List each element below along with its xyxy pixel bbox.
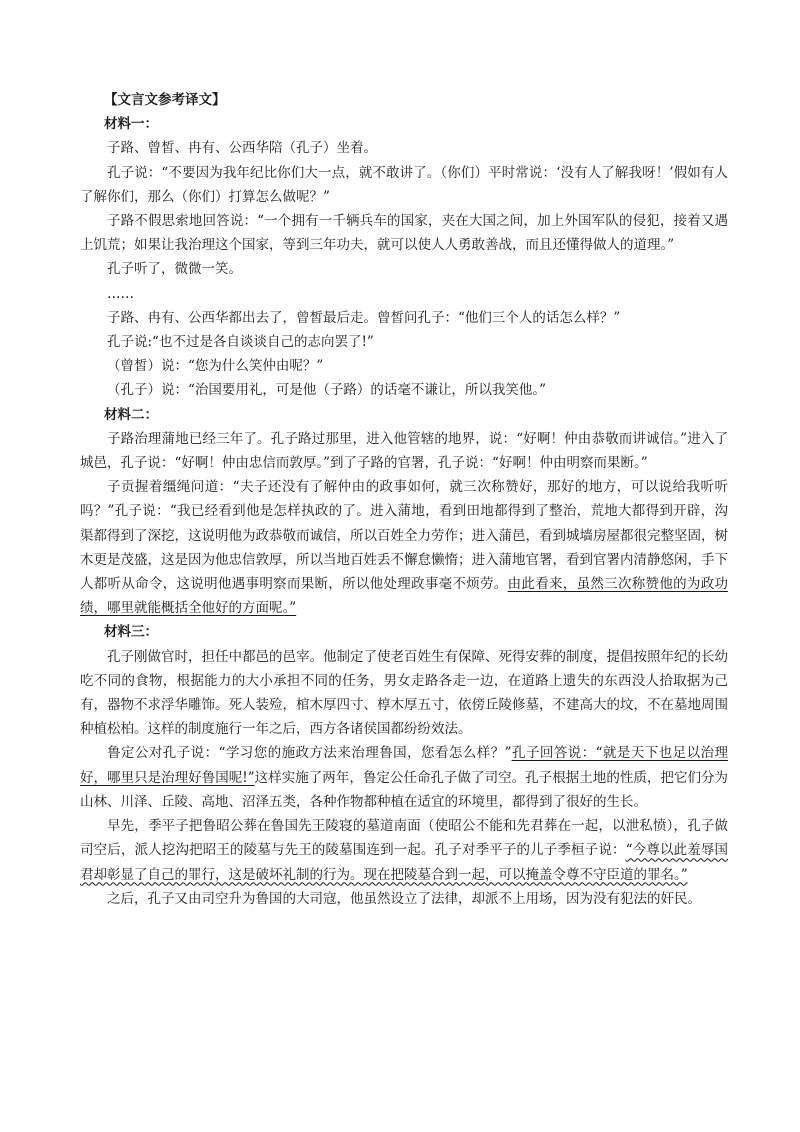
wavy-underlined-sentence: “今尊以此羞辱国君却彰显了自己的罪行，这是破坏礼制的行为。现在把陵墓合到一起，可以掩盖令尊不守臣道的罪名。”	[80, 842, 729, 883]
document-body	[80, 88, 728, 911]
document-title: 【文言文参考译文】	[104, 92, 226, 108]
paragraph: 子路、冉有、公西华都出去了，曾皙最后走。曾皙问孔子：“他们三个人的话怎么样？”	[107, 309, 621, 326]
paragraph: 子路、曾皙、冉有、公西华陪（孔子）坐着。	[107, 140, 377, 157]
paragraph: 子路治理蒲地已经三年了。孔子路过那里，进入他管辖的地界，说：“好啊！仲由恭敬而讲诚信。”进入了城邑，孔子说：“好啊！仲由忠信而敦厚。”到了子路的官署，孔子说：“好啊！仲由明察而果断。”	[80, 430, 728, 472]
section-heading-material-2: 材料二：	[104, 406, 158, 423]
paragraph-text: 早先，季平子把鲁昭公葬在鲁国先王陵寝的墓道南面（使昭公不能和先君葬在一起，以泄私愤），孔子做司空后，派人挖沟把昭王的陵墓与先王的陵墓围连到一起。孔子对季平子的儿子季桓子说：	[80, 818, 728, 859]
paragraph-text: 子贡握着缰绳问道：“夫子还没有了解仲由的政事如何，就三次称赞好，那好的地方，可以说给我听听吗？”孔子说：“我已经看到他是怎样执政的了。进入蒲地，看到田地都得到了整治，荒地大都得到开辟，沟渠都得到了深挖，这说明他为政恭敬而诚信，所以百姓全力劳作；进入蒲邑，看到城墙房屋都很完整坚固，树木更是茂盛，这是因为他忠信敦厚，所以当地百姓丢不懈怠懒惰；进入蒲地官署，看到官署内清静悠闲，手下人都听从命令，这说明他遇事明察而果断，所以他处理政事毫不烦劳。	[80, 479, 728, 593]
paragraph	[80, 475, 728, 620]
section-heading-material-1: 材料一：	[104, 116, 158, 133]
paragraph: （孔子）说：“治国要用礼，可是他（子路）的话毫不谦让，所以我笑他。”	[107, 382, 547, 399]
paragraph	[80, 741, 728, 814]
paragraph: 孔子说:“也不过是各自谈谈自己的志向罢了!”	[107, 334, 374, 351]
paragraph-text: 鲁定公对孔子说：“学习您的施政方法来治理鲁国，您看怎么样？”	[107, 745, 512, 762]
underlined-sentence: 由此看来，虽然三次称赞他的为政功绩，哪里就能概括全他好的方面呢。”	[80, 576, 729, 617]
paragraph: （曾皙）说：“您为什么笑仲由呢？”	[107, 358, 324, 375]
paragraph-text: 这样实施了两年，鲁定公任命孔子做了司空。孔子根据土地的性质，把它们分为山林、川泽、丘陵、高地、沼泽五类，各种作物都种植在适宜的环境里，都得到了很好的生长。	[80, 769, 729, 810]
underlined-sentence: 孔子回答说：“就是天下也足以治理好，哪里只是治理好鲁国呢!”	[80, 745, 728, 786]
paragraph: 子路不假思索地回答说：“一个拥有一千辆兵车的国家，夹在大国之间，加上外国军队的侵犯，接着又遇上饥荒；如果让我治理这个国家，等到三年功夫，就可以使人人勇敢善战，而且还懂得做人的道理。”	[80, 213, 728, 254]
paragraph: 孔子听了，微微一笑。	[107, 261, 242, 278]
paragraph	[80, 814, 728, 887]
ellipsis-line: ……	[107, 285, 134, 302]
paragraph: 之后，孔子又由司空升为鲁国的大司寇，他虽然设立了法律，却派不上用场，因为没有犯法的奸民。	[107, 890, 701, 907]
section-heading-material-3: 材料三：	[104, 624, 158, 641]
paragraph: 孔子说：“不要因为我年纪比你们大一点，就不敢讲了。（你们）平时常说：‘没有人了解我呀！’假如有人了解你们，那么（你们）打算怎么做呢？”	[80, 164, 728, 205]
paragraph: 孔子刚做官时，担任中都邑的邑宰。他制定了使老百姓生有保障、死得安葬的制度，提倡按照年纪的长幼吃不同的食物，根据能力的大小承担不同的任务，男女走路各走一边，在道路上遗失的东西没人拾取据为己有，器物不求浮华雕饰。死人装殓，棺木厚四寸、椁木厚五寸，依傍丘陵修墓，不建高大的坟，不在墓地周围种植松柏。这样的制度施行一年之后，西方各诸侯国都纷纷效法。	[80, 648, 728, 738]
